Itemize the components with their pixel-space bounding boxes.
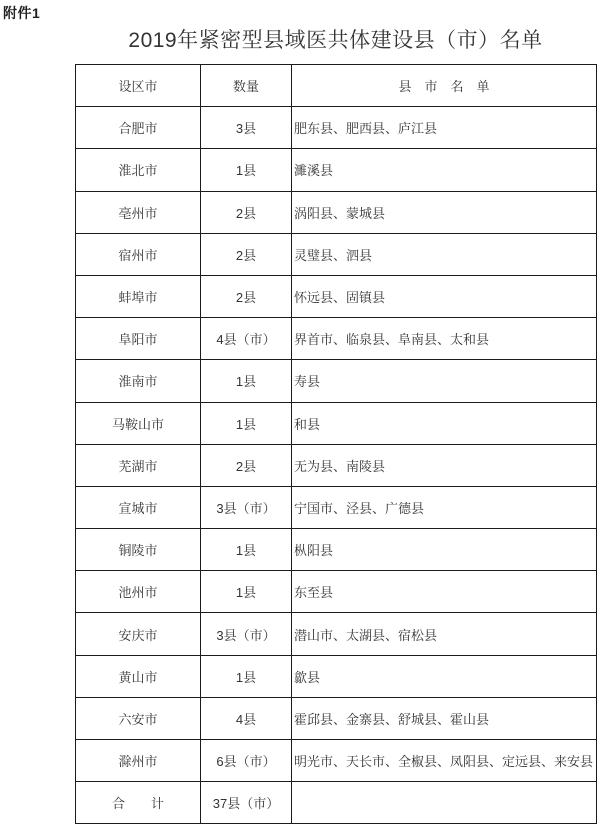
quantity-cell: 3县 [201,107,292,149]
quantity-cell: 1县 [201,655,292,697]
county-list-cell [292,782,597,824]
prefecture-city-cell: 亳州市 [76,191,201,233]
prefecture-city-cell: 芜湖市 [76,444,201,486]
quantity-cell: 1县 [201,149,292,191]
table-row [76,233,597,275]
table-row [76,486,597,528]
county-list-cell: 和县 [292,402,597,444]
table-row [76,360,597,402]
prefecture-city-cell: 宿州市 [76,233,201,275]
document-title: 2019年紧密型县域医共体建设县（市）名单 [128,29,543,52]
table-row [76,318,597,360]
county-list-cell: 界首市、临泉县、阜南县、太和县 [292,318,597,360]
county-list-cell: 怀远县、固镇县 [292,275,597,317]
prefecture-city-cell: 阜阳市 [76,318,201,360]
county-list-cell: 宁国市、泾县、广德县 [292,486,597,528]
quantity-cell: 2县 [201,275,292,317]
quantity-cell: 4县 [201,697,292,739]
table-body [76,107,597,824]
table-row [76,444,597,486]
header-prefecture-city: 设区市 [76,65,201,107]
table-header-row [76,65,597,107]
table-row [76,191,597,233]
county-list-cell: 寿县 [292,360,597,402]
prefecture-city-cell: 淮南市 [76,360,201,402]
quantity-cell: 4县（市） [201,318,292,360]
county-list-cell: 濉溪县 [292,149,597,191]
table-row-total [76,782,597,824]
table-row [76,697,597,739]
prefecture-city-cell: 安庆市 [76,613,201,655]
prefecture-city-cell: 合 计 [76,782,201,824]
prefecture-city-cell: 淮北市 [76,149,201,191]
county-list-cell: 东至县 [292,571,597,613]
table-row [76,275,597,317]
prefecture-city-cell: 宣城市 [76,486,201,528]
table-row [76,613,597,655]
header-county-list: 县 市 名 单 [292,65,597,107]
county-list-cell: 明光市、天长市、全椒县、凤阳县、定远县、来安县 [292,740,597,782]
prefecture-city-cell: 滁州市 [76,740,201,782]
quantity-cell: 1县 [201,360,292,402]
attachment-label: 附件1 [3,5,41,21]
table-row [76,107,597,149]
county-list-cell: 霍邱县、金寨县、舒城县、霍山县 [292,697,597,739]
prefecture-city-cell: 蚌埠市 [76,275,201,317]
quantity-cell: 1县 [201,402,292,444]
table-row [76,740,597,782]
table-row [76,571,597,613]
table-row [76,529,597,571]
prefecture-city-cell: 合肥市 [76,107,201,149]
table-row [76,149,597,191]
quantity-cell: 6县（市） [201,740,292,782]
quantity-cell: 1县 [201,571,292,613]
county-list-cell: 涡阳县、蒙城县 [292,191,597,233]
table-row [76,402,597,444]
county-list-cell: 歙县 [292,655,597,697]
prefecture-city-cell: 铜陵市 [76,529,201,571]
county-list-cell: 枞阳县 [292,529,597,571]
county-list-cell: 灵璧县、泗县 [292,233,597,275]
header-quantity: 数量 [201,65,292,107]
quantity-cell: 3县（市） [201,613,292,655]
quantity-cell: 2县 [201,233,292,275]
prefecture-city-cell: 池州市 [76,571,201,613]
prefecture-city-cell: 马鞍山市 [76,402,201,444]
quantity-cell: 2县 [201,444,292,486]
county-list-cell: 肥东县、肥西县、庐江县 [292,107,597,149]
quantity-cell: 1县 [201,529,292,571]
quantity-cell: 2县 [201,191,292,233]
prefecture-city-cell: 黄山市 [76,655,201,697]
table-row [76,655,597,697]
quantity-cell: 3县（市） [201,486,292,528]
county-list-cell: 无为县、南陵县 [292,444,597,486]
county-list-cell: 潜山市、太湖县、宿松县 [292,613,597,655]
prefecture-city-cell: 六安市 [76,697,201,739]
quantity-cell: 37县（市） [201,782,292,824]
county-list-table [75,64,597,824]
